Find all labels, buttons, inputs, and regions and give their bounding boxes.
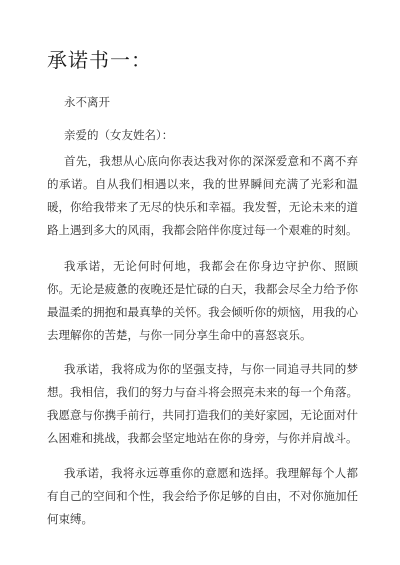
salutation: 亲爱的（女友姓名）： <box>64 128 174 142</box>
document-title: 承诺书一： <box>47 48 152 72</box>
paragraph-2: 我承诺，无论何时何地，我都会在你身边守护你、照顾你。无论是疲惫的夜晚还是忙碌的白天，我都会尽全力给予你最温柔的拥抱和最真挚的关怀。我会倾听你的烦恼，用我的心去理解你的苦楚，与你一同分享生命中的喜怒哀乐。 <box>47 259 358 342</box>
paragraph-3: 我承诺，我将成为你的坚强支持，与你一同追寻共同的梦想。我相信，我们的努力与奋斗将会照亮未来的每一个角落。我愿意与你携手前行，共同打造我们的美好家园，无论面对什么困难和挑战，我都会坚定地站在你的身旁，与你并肩战斗。 <box>47 362 358 445</box>
paragraph-1: 首先，我想从心底向你表达我对你的深深爱意和不离不弃的承诺。自从我们相遇以来，我的世界瞬间充满了光彩和温暖，你给我带来了无尽的快乐和幸福。我发誓，无论未来的道路上遇到多大的风雨，我都会陪伴你度过每一个艰难的时刻。 <box>47 154 358 237</box>
paragraph-4: 我承诺，我将永远尊重你的意愿和选择。我理解每个人都有自己的空间和个性，我会给予你足够的自由，不对你施加任何束缚。 <box>47 466 358 526</box>
document-subtitle: 永不离开 <box>64 95 110 109</box>
